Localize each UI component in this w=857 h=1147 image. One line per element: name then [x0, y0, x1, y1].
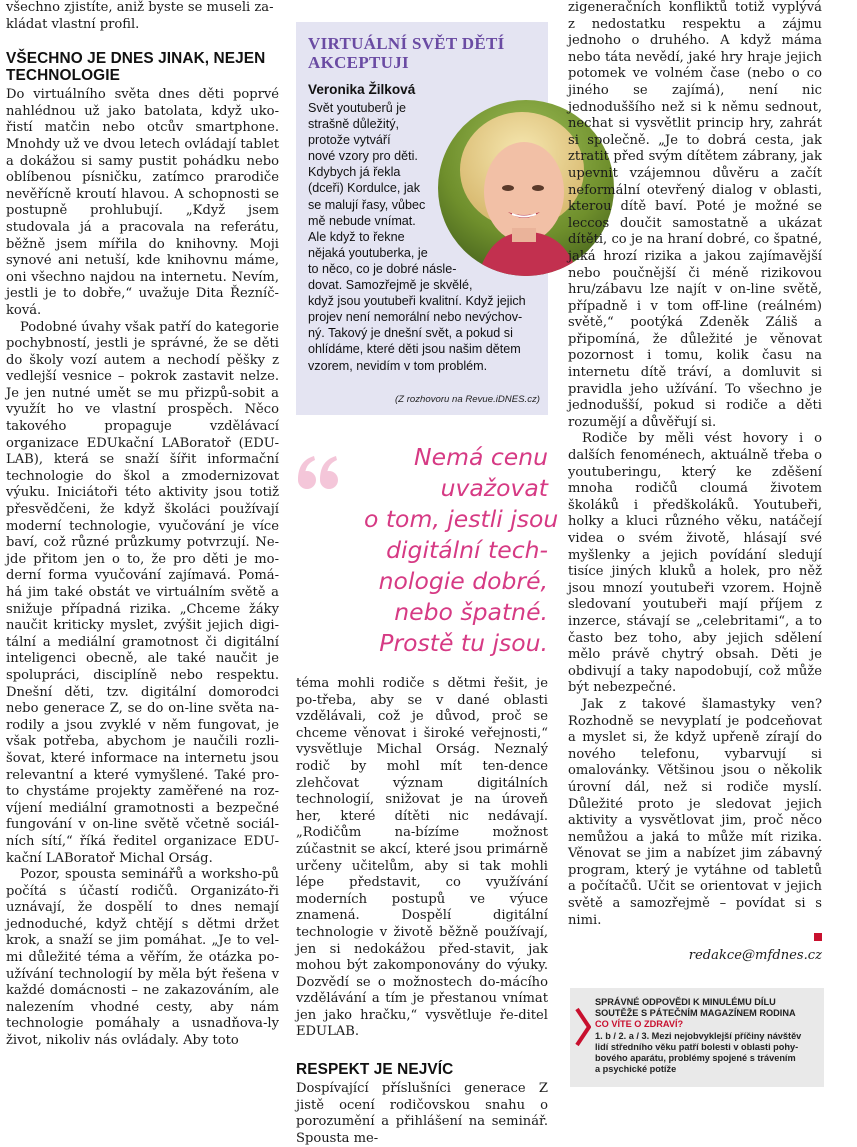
author-email: redakce@mfdnes.cz — [688, 947, 822, 963]
sidebar-line: Svět youtuberů je — [308, 101, 407, 115]
sidebar-line: Ale když to řekne — [308, 229, 405, 244]
paragraph: Jak z takové šlamastyky ven? Rozhodně se nevyplatí je podceňovat a myslet si, že když upřeně zírají do nového telefonu, vybarvují si omalovánky. Většinou jsou o několik úrovní dál, než si rodiče myslí. Důležité proto je sledovat jejich aktivity a vysvětlovat jim, proč něco nemůžou a jaká to může mít rizika. Věnovat se jim a nabízet jim zábavný program, který je vytáhne od tabletů a počítačů. Učit se orientovat v jejich světě a samozřejmě – povídat si s nimi. — [568, 696, 822, 928]
section-heading-2: RESPEKT JE NEJVÍC — [296, 1061, 454, 1079]
sidebar-line: strašně důležitý, — [308, 117, 399, 132]
sidebar-line: ný. Takový je dnešní svět, a pokud si — [308, 326, 513, 341]
sidebar-line: se malují řasy, vůbec — [308, 197, 426, 212]
sidebar-author: Veronika Žilková — [308, 82, 416, 97]
quiz-answers-box — [570, 988, 824, 1087]
quote-line: nebo špatné. — [394, 598, 548, 626]
sidebar-line: nové vzory pro děti. — [308, 149, 418, 164]
sidebar-line: když jsou youtubeři kvalitní. Když jejich — [308, 294, 526, 309]
sidebar-line: ohlídáme, které děti jsou našim dětem — [308, 342, 521, 357]
paragraph: Dospívající příslušníci generace Z jistě ocení rodičovskou snahu o porozumění a přihlášení na seminář. Spousta me- — [296, 1081, 548, 1146]
quote-line: digitální tech- — [386, 536, 548, 564]
sidebar-line: dovat. Samozřejmě je skvělé, — [308, 278, 473, 293]
sidebar-line: protože vytváří — [308, 133, 391, 148]
quiz-line: lidí středního věku patří bolesti v oblasti pohy- — [595, 1041, 799, 1052]
paragraph: zigeneračních konfliktů totiž vyplývá z nedostatku respektu a zájmu jednoho o druhého. A když máma nebo táta nevědí, jaké hry hraje jejich potomek ve volném čase (nebo o co jiného se zajímá), není nic jednoduššího než si k němu sednout, nechat si vysvětlit princip hry, zahrát si společně. „Je to dobrá cesta, jak ztratit před svým dítětem zábrany, jak upevnit vzájemnou důvěru a začít neformální otevřený dialog v oblasti, kterou dítě baví. Poté je možné se leccos doučit samostatně a ukázat dítěti, co je na hraní dobré, co špatné, jaká hrozí rizika a jakou zajímavější nebo poučnější či méně rizikovou hru/zábavu lze najít v on-line světě, případně i v tom off-line (reálném) světě,“ pootýká Zdeněk Záliš a připomíná, že důležité je věnovat pozornost i tomu, kolik času na internetu dítě tráví, a domluvit si pravidla jeho užívání. To všechno je jednodušší, pokud si rodiče a děti rozumějí a důvěřují si. — [568, 0, 822, 430]
quote-line: Prostě tu jsou. — [379, 629, 548, 657]
article-column-3 — [568, 0, 822, 964]
sidebar-source: (Z rozhovoru na Revue.iDNES.cz) — [394, 394, 540, 405]
section-heading-1: VŠECHNO JE DNES JINAK, NEJEN TECHNOLOGIE — [6, 50, 266, 85]
quiz-text — [595, 997, 820, 1075]
quote-line: o tom, jestli jsou — [364, 505, 559, 533]
paragraph: Pozor, spousta seminářů a worksho-pů počítá s účastí rodičů. Organizáto-ři uznávají, že dospělí to dnes nemají jednoduché, když chtějí s dětmi držet krok, a snaží se jim pomáhat. „Je to vel-mi důležité téma a věřím, že otázka po-užívání technologií by měla být řešena v každé domácnosti – ne zakazováním, ale nalezením vhodné cesty, aby nám technologie pomáhaly a usnadňova-ly život, nikoliv nás ovládaly. Aby toto — [6, 867, 279, 1049]
paragraph: Rodiče by měli vést hovory i o dalších fenoménech, aktuálně třeba o youtuberingu, který ke zděšení mnoha rodičů cloumá životem školáků i předškoláků. Youtubeři, holky a kluci různého věku, natáčejí videa o svém životě, hlásají své myšlenky a jejich povídání sledují tisíce jiných kluků a holek, pro něž jsou mnozí youtubeři vzorem. Hojně sledovaní youtubeři mají příjem z inzerce, stávají se „celebritami“, a to často bez toho, aby jejich sdělení mělo právě chytrý obsah. Děti je obdivují a taky napodobují, což může být nebezpečné. — [568, 431, 822, 696]
quote-line: uvažovat — [440, 474, 548, 502]
quote-line: Nemá cenu — [414, 443, 548, 471]
quote-line: nologie dobré, — [378, 567, 548, 595]
article-column-1 — [6, 0, 279, 1050]
paragraph: Podobné úvahy však patří do kategorie pochybností, jestli je správné, že se děti do školy vozí autem a nechodí pěšky z vedlejší vesnice – pokrok zastavit nelze. Je jen nutné umět se mu přizpů-sobit a využít ho ve vlastní prospěch. Něco takového propaguje vzdělávací organizace EDUkační LABoratoř (EDU-LAB), která se snaží šířit informační technologie do škol a zmodernizovat výuku. Iniciátoři této aktivity jsou totiž přesvědčeni, že když školáci používají moderní technologie, vyučování je více baví, což různé průzkumy potvrzují. Ne-jde přitom jen o to, že pro děti je mo-derní forma vyučování zajímavá. Pomá-há jim také obstát ve virtuálním světě a snižuje případná rizika. „Chceme žáky naučit kriticky myslet, zvýšit jejich digi-tální a mediální gramotnost či digitální inteligenci obecně, ale také naučit je spolupráci, disciplíně nebo respektu. Dnešní děti, tzv. digitální domorodci nebo generace Z, se do on-line světa na-rodily a jsou zvyklé v něm fungovat, je však potřeba, abychom je naučili rozli-šovat, které informace na internetu jsou relevantní a které vymyšlené. Také pro-to chystáme projekty zaměřené na roz-víjení mediální gramotnosti a bezpečné fungování v on-line světě včetně sociál-ních sítí,“ říká ředitel organizace EDU-kační LABoratoř Michal Orság. — [6, 319, 279, 866]
sidebar-line: projev není nemorální nebo nevýchov- — [308, 310, 523, 325]
pull-quote — [296, 440, 559, 660]
quote-mark-icon — [296, 454, 342, 498]
paragraph: téma mohli rodiče s dětmi řešit, je po-třeba, aby se v dané oblasti vzdělávali, což je důvod, proč se chceme věnovat i široké veřejnosti,“ vysvětluje Michal Orság. Neznalý rodič by mohl mít ten-dence zlehčovat význam digitálních technologií, snižovat je na úroveň her, které dítěti nic nedávají. „Rodičům na-bízíme možnost zúčastnit se akcí, které jsou primárně určeny učitelům, aby si tak mohli lépe představit, co využívání moderních postupů ve výuce znamená. Dospělí digitální technologie v životě běžně používají, jen si nedokážou před-stavit, jak mohou být zakomponovány do výuky. Dozvědí se o možnostech do-mácího vzdělávání a tím je přestanou vnímat jen jako hračku,“ vysvětluje ře-ditel EDULAB. — [296, 676, 548, 1040]
sidebar-line: (dceři) Kordulce, jak — [308, 181, 420, 196]
sidebar-line: mě nebude vnímat. — [308, 213, 416, 228]
sidebar-line: nějaká youtuberka, je — [308, 245, 428, 260]
sidebar-line: to něco, co je dobré násle- — [308, 261, 457, 276]
sidebar-line: vzorem, nevidím v tom problém. — [308, 358, 488, 373]
quiz-line: bového aparátu, problémy spojené s trávením — [595, 1053, 796, 1064]
paragraph: Do virtuálního světa dnes děti poprvé nahlédnou už jako batolata, když uko-řistí matčin nebo otcův smartphone. Mnohdy už ve dvou letech ovládají tablet a dokážou si samy pustit pohádku nebo oblíbenou písničku, zatímco prarodiče nevěřícně kroutí hlavou. A schopnosti se postupně prohlubují. „Když jsem studovala já a pracovala na referátu, běžně jsem mířila do knihovny. Moji synové ani netuší, kde knihovnu máme, oni všechno najdou na internetu. Nevím, jestli je to dobře,“ uvažuje Dita Řezníč-ková. — [6, 87, 279, 318]
intro-line-2: kládat vlastní profil. — [6, 16, 140, 32]
quiz-line: SPRÁVNÉ ODPOVĚDI K MINULÉMU DÍLU — [595, 997, 776, 1007]
intro-line-1: všechno zjistíte, aniž byste se museli za- — [6, 0, 274, 15]
quiz-line: a psychické potíže — [595, 1064, 677, 1075]
sidebar-line: Kdybych já řekla — [308, 165, 401, 180]
end-mark — [814, 933, 822, 941]
quiz-line: 1. b / 2. a / 3. Mezi nejobvyklejší příčiny návštěv — [595, 1030, 802, 1041]
sidebar-title: VIRTUÁLNÍ SVĚT DĚTÍ AKCEPTUJI — [308, 34, 505, 72]
pull-quote-text — [364, 442, 559, 659]
chevron-right-icon — [575, 1007, 591, 1047]
quiz-line: SOUTĚŽE S PÁTEČNÍM MAGAZÍNEM RODINA — [595, 1008, 796, 1019]
article-column-2 — [296, 676, 548, 1147]
quiz-subtitle: CO VÍTE O ZDRAVÍ? — [595, 1019, 684, 1030]
